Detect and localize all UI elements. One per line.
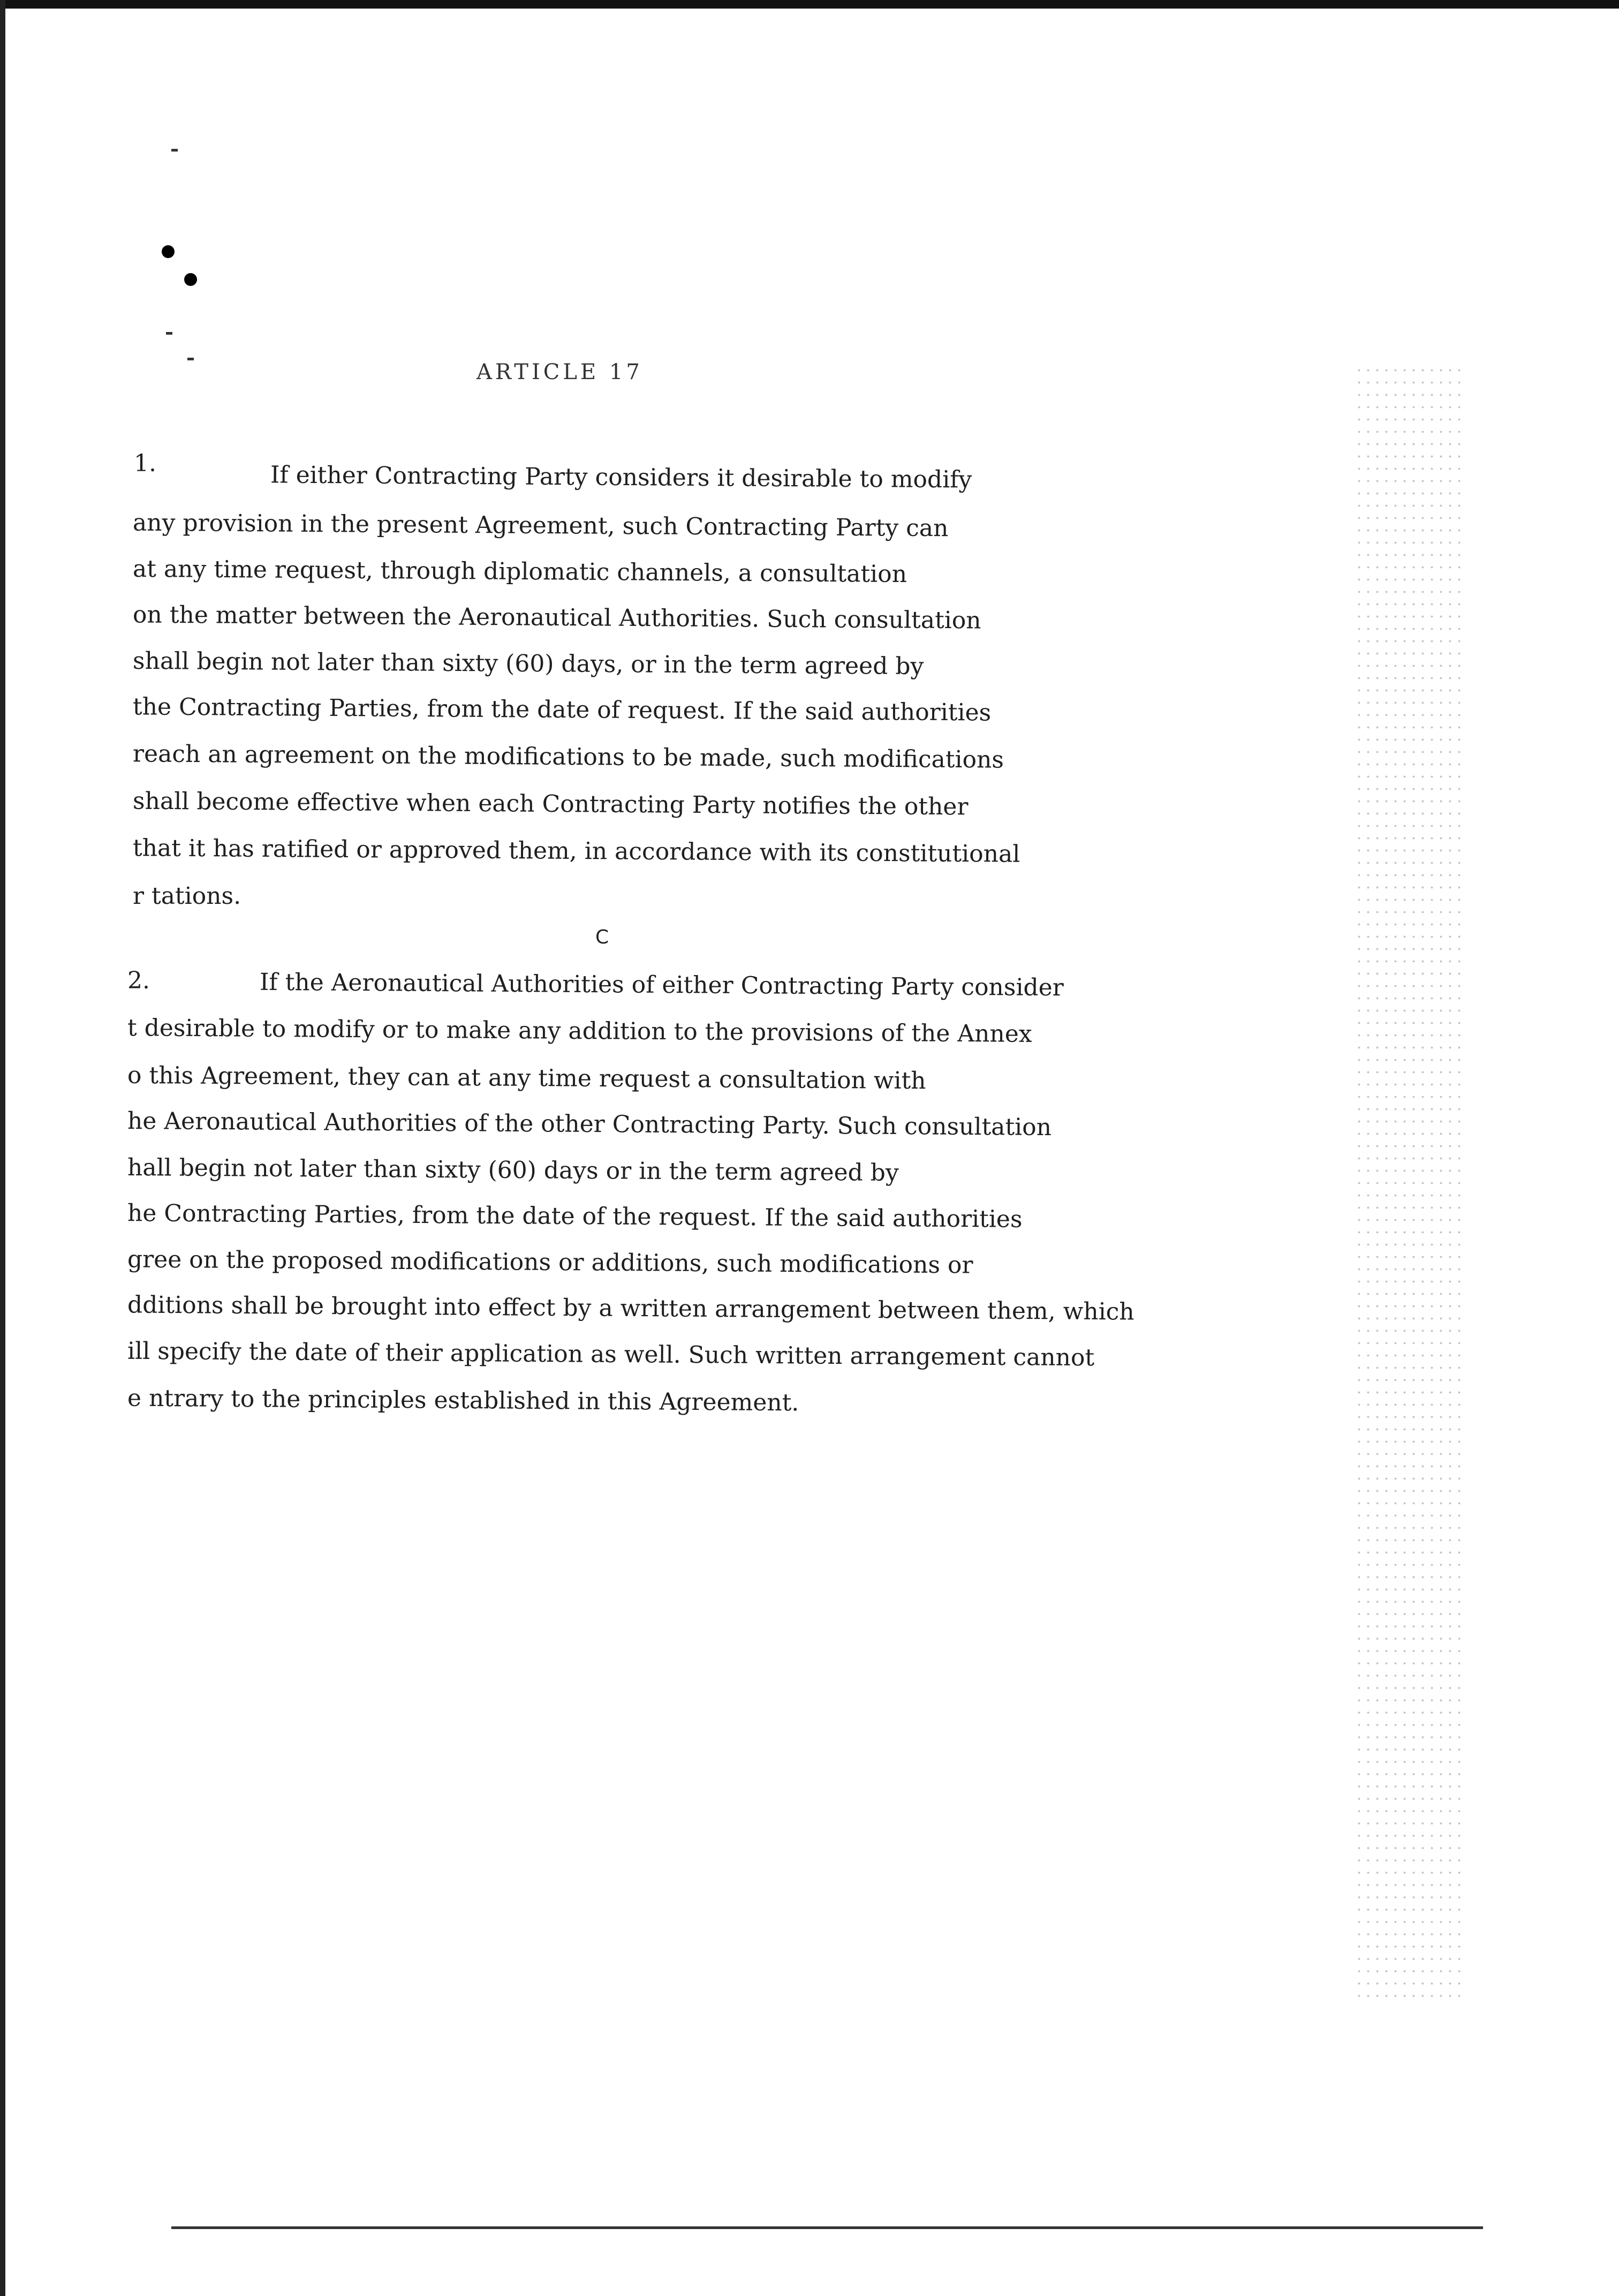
paragraph-1-number: 1. [134, 450, 156, 477]
paragraph-2-line: o this Agreement, they can at any time request a consultation with [127, 1061, 926, 1095]
punch-hole-mark [162, 245, 175, 258]
paragraph-1-line: reach an agreement on the modifications to be made, such modifications [132, 740, 1004, 774]
paragraph-1-line: r tations. [133, 882, 241, 910]
paragraph-1-line: that it has ratified or approved them, in accordance with its constitutional [132, 834, 1020, 868]
paragraph-1-line: shall become effective when each Contracting Party notifies the other [132, 787, 969, 821]
scan-edge-top [0, 0, 1619, 9]
scan-dash-mark [166, 332, 172, 335]
punch-hole-mark [184, 273, 197, 286]
scan-edge-left [0, 0, 5, 2296]
paragraph-2-line: he Contracting Parties, from the date of the request. If the said authorities [127, 1199, 1023, 1233]
paragraph-2-line: t desirable to modify or to make any addition to the provisions of the Annex [127, 1014, 1032, 1048]
paragraph-2-line: he Aeronautical Authorities of the other Contracting Party. Such consultation [127, 1107, 1052, 1142]
scan-dash-mark [171, 149, 178, 152]
scan-noise-column [1355, 364, 1462, 2003]
paragraph-1-line: If either Contracting Party considers it desirable to modify [270, 461, 972, 494]
paragraph-1-line: at any time request, through diplomatic channels, a consultation [132, 555, 907, 588]
article-heading: ARTICLE 17 [476, 360, 643, 384]
paragraph-2-line: dditions shall be brought into effect by a written arrangement between them, which [127, 1291, 1134, 1326]
paragraph-1-line: on the matter between the Aeronautical Authorities. Such consultation [132, 601, 981, 635]
paragraph-2-line: ill specify the date of their application as well. Such written arrangement cannot [127, 1337, 1095, 1372]
bottom-rule [171, 2226, 1483, 2229]
paragraph-2-number: 2. [127, 967, 150, 994]
paragraph-2-line: gree on the proposed modifications or additions, such modifications or [127, 1245, 973, 1279]
paragraph-2-line: If the Aeronautical Authorities of either Contracting Party consider [259, 968, 1064, 1002]
paragraph-1-line: any provision in the present Agreement, such Contracting Party can [132, 509, 949, 542]
paragraph-1-line: the Contracting Parties, from the date of request. If the said authorities [132, 693, 992, 727]
paragraph-2-line: e ntrary to the principles established in this Agreement. [127, 1384, 799, 1417]
paragraph-2-line: hall begin not later than sixty (60) days or in the term agreed by [127, 1153, 899, 1187]
stray-mark: C [595, 926, 609, 948]
scan-dash-mark [187, 358, 194, 360]
paragraph-1-line: shall begin not later than sixty (60) days, or in the term agreed by [132, 647, 924, 681]
